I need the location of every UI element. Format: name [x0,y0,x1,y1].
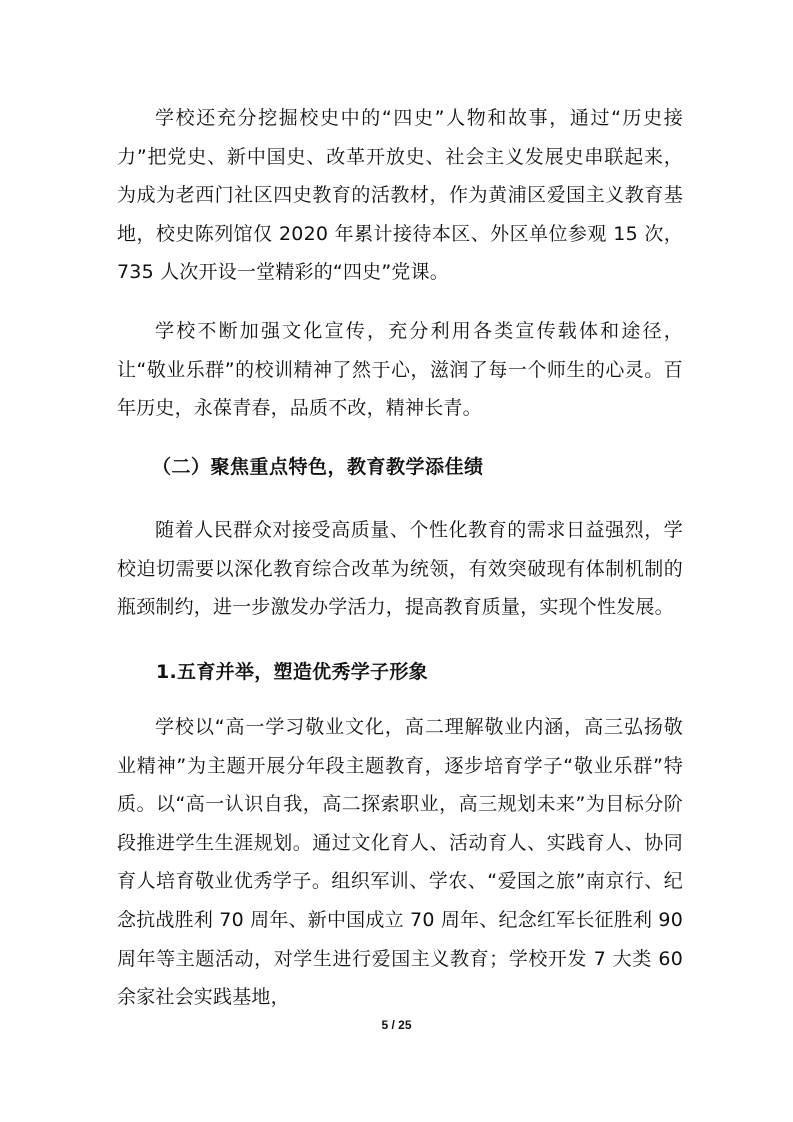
paragraph-culture-promotion: 学校不断加强文化宣传，充分利用各类宣传载体和途径，让“敬业乐群”的校训精神了然于心，滋润了每一个师生的心灵。百年历史，永葆青春，品质不改，精神长青。 [117,320,683,420]
paragraph-history-education: 学校还充分挖掘校史中的“四史”人物和故事，通过“历史接力”把党史、新中国史、改革开放史、社会主义发展史串联起来，为成为老西门社区四史教育的活教材，作为黄浦区爱国主义教育基地，校史陈列馆仅 2020 年累计接待本区、外区单位参观 15 次，735 人次开设一堂精彩的“四史”党课。 [117,107,683,284]
page-number: 5 / 25 [381,1018,412,1032]
subsection-heading: 1.五育并举，塑造优秀学子形象 [156,661,428,683]
paragraph-five-education: 学校以“高一学习敬业文化，高二理解敬业内涵，高三弘扬敬业精神”为主题开展分年段主题教育，逐步培育学子“敬业乐群”特质。以“高一认识自我，高二探索职业，高三规划未来”为目标分阶段推进学生生涯规划。通过文化育人、活动育人、实践育人、协同育人培育敬业优秀学子。组织军训、学农、“爱国之旅”南京行、纪念抗战胜利 70 周年、新中国成立 70 周年、纪念红军长征胜利 90 周年等主题活动，对学生进行爱国主义教育；学校开发 7 大类 60 余家社会实践基地， [117,716,683,1009]
section-heading: （二）聚焦重点特色，教育教学添佳绩 [152,456,484,478]
paragraph-reform: 随着人民群众对接受高质量、个性化教育的需求日益强烈，学校迫切需要以深化教育综合改革为统领，有效突破现有体制机制的瓶颈制约，进一步激发办学活力，提高教育质量，实现个性发展。 [117,519,683,619]
